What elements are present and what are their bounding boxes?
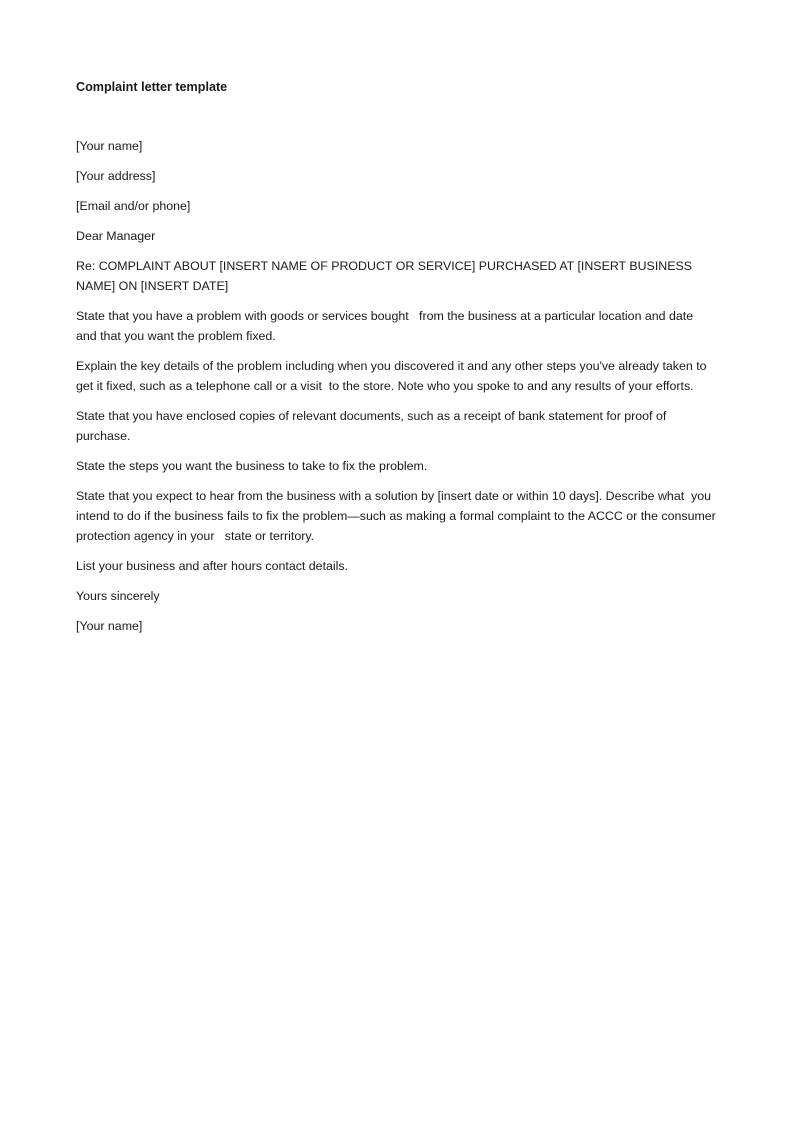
closing: Yours sincerely: [76, 589, 160, 603]
sender-name: [Your name]: [76, 139, 143, 153]
signature-name: [Your name]: [76, 619, 143, 633]
document-title: Complaint letter template: [76, 80, 228, 94]
body-paragraph-expectation: State that you expect to hear from the business with a solution by [insert date or within 10 days]. Describe what you intend to do if the business fails to fix the problem—such as making a formal complaint to the ACCC or the consumer protection agency in your state or territory.: [76, 489, 720, 543]
salutation: Dear Manager: [76, 229, 156, 243]
body-paragraph-details: Explain the key details of the problem including when you discovered it and any other steps you've already taken to get it fixed, such as a telephone call or a visit to the store. Note who you spoke to and any results of your efforts.: [76, 359, 710, 393]
sender-address: [Your address]: [76, 169, 156, 183]
body-paragraph-problem: State that you have a problem with goods or services bought from the business at a particular location and date and that you want the problem fixed.: [76, 309, 697, 343]
body-paragraph-documents: State that you have enclosed copies of relevant documents, such as a receipt of bank statement for proof of purchase.: [76, 409, 670, 443]
sender-contact: [Email and/or phone]: [76, 199, 191, 213]
subject-line: Re: COMPLAINT ABOUT [INSERT NAME OF PRODUCT OR SERVICE] PURCHASED AT [INSERT BUSINESS NAME] ON [INSERT DATE]: [76, 259, 696, 293]
body-paragraph-steps: State the steps you want the business to take to fix the problem.: [76, 459, 428, 473]
letter-body: [76, 79, 720, 646]
body-paragraph-contact: List your business and after hours contact details.: [76, 559, 349, 573]
